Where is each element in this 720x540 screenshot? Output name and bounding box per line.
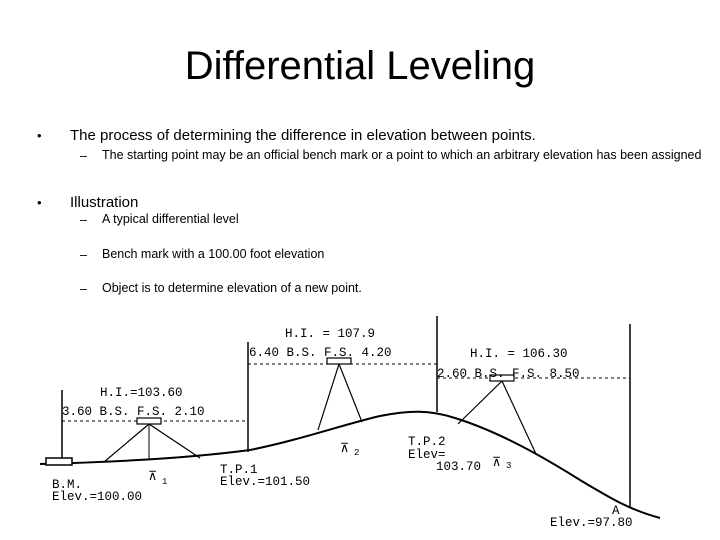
station-1-label: 1	[162, 477, 168, 487]
bench-mark-block	[46, 458, 72, 465]
bullet-2-text: Illustration	[70, 194, 139, 211]
sub-2-1-text: A typical differential level	[102, 212, 239, 226]
bench-mark-label: B.M.	[52, 478, 83, 492]
slide-title: Differential Leveling	[184, 44, 536, 88]
turning-point-1-label: T.P.1	[220, 463, 258, 477]
sub-2-2-text: Bench mark with a 100.00 foot elevation	[102, 247, 325, 261]
sub-1-1-text: The starting point may be an official bench mark or a point to which an arbitrary elevation has been assigned	[102, 148, 702, 162]
hi-label-1: H.I.=103.60	[100, 386, 183, 400]
tripod-leg	[502, 381, 536, 454]
sub-dash: –	[80, 282, 87, 296]
tripod-leg	[458, 381, 502, 424]
turning-point-1-elevation: Elev.=101.50	[220, 475, 311, 489]
bullet-dot: •	[37, 128, 42, 143]
turning-point-2-label: T.P.2	[408, 435, 446, 449]
readings-label-2: 6.40 B.S. F.S. 4.20	[249, 346, 392, 360]
station-3-label: 3	[506, 461, 512, 471]
turning-point-2-elevation: 103.70	[436, 460, 482, 474]
station-arrow: ⊼	[340, 442, 350, 456]
bullet-dot: •	[37, 195, 42, 210]
bullet-1-text: The process of determining the difference in elevation between points.	[70, 127, 536, 144]
tripod-leg	[104, 424, 149, 462]
tripod-leg	[339, 364, 362, 422]
sub-dash: –	[80, 213, 87, 227]
sub-2-3-text: Object is to determine elevation of a new point.	[102, 281, 362, 295]
tripod-leg	[318, 364, 339, 430]
station-2-label: 2	[354, 448, 360, 458]
point-a-elevation: Elev.=97.80	[550, 516, 633, 530]
bench-mark-elevation: Elev.=100.00	[52, 490, 143, 504]
readings-label-1: 3.60 B.S. F.S. 2.10	[62, 405, 205, 419]
sub-dash: –	[80, 248, 87, 262]
station-arrow: ⊼	[492, 456, 502, 470]
readings-label-3: 2.60 B.S. F.S. 8.50	[437, 367, 580, 381]
sub-dash: –	[80, 149, 87, 163]
point-a-label: A	[612, 504, 620, 518]
hi-label-3: H.I. = 106.30	[470, 347, 568, 361]
tripod-leg	[149, 424, 200, 458]
hi-label-2: H.I. = 107.9	[285, 327, 376, 341]
turning-point-2-elev-label: Elev=	[408, 448, 446, 462]
station-arrow: ⊼	[148, 470, 158, 484]
differential-leveling-diagram	[0, 300, 720, 540]
